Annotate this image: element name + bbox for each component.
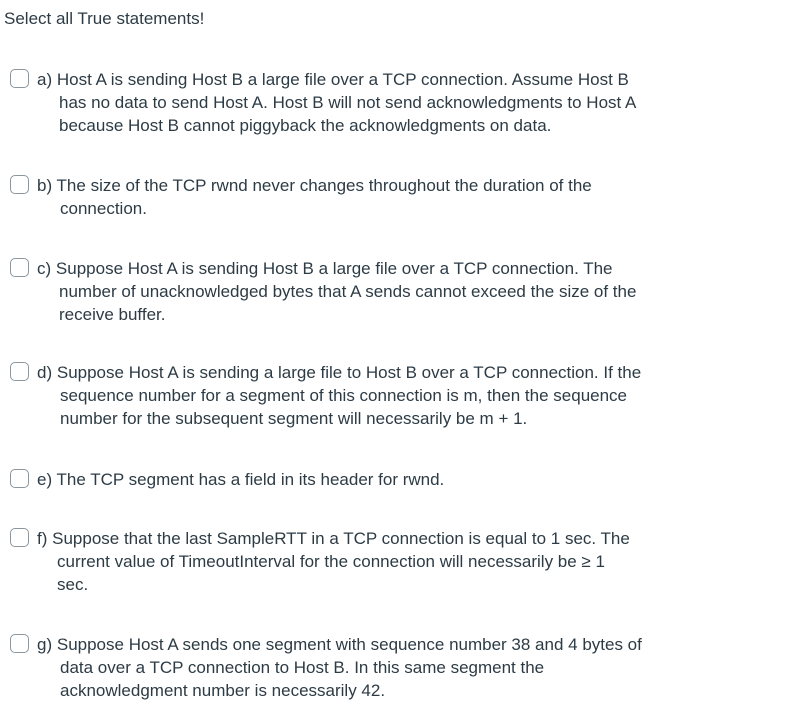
option-line: Host A is sending Host B a large file over a TCP connection. Assume Host B <box>56 70 629 89</box>
option-line: Suppose Host A is sending a large file to Host B over a TCP connection. If the <box>56 363 642 382</box>
option-line: Suppose Host A sends one segment with sequence number 38 and 4 bytes of <box>56 635 642 654</box>
option-a-text <box>37 68 727 137</box>
option-line: acknowledgment number is necessarily 42. <box>60 681 386 700</box>
option-b-text <box>37 174 727 220</box>
option-letter: g) <box>37 635 53 654</box>
option-a-checkbox[interactable] <box>10 69 29 88</box>
option-line: because Host B cannot piggyback the acknowledgments on data. <box>59 116 552 135</box>
option-g-checkbox[interactable] <box>10 634 29 653</box>
option-line: The TCP segment has a field in its header for rwnd. <box>56 470 445 489</box>
option-f-text <box>37 527 727 596</box>
option-line: number for the subsequent segment will necessarily be m + 1. <box>60 409 528 428</box>
option-line: receive buffer. <box>59 305 166 324</box>
option-line: Suppose that the last SampleRTT in a TCP connection is equal to 1 sec. The <box>52 529 630 548</box>
option-line: sequence number for a segment of this connection is m, then the sequence <box>60 386 628 405</box>
option-c-checkbox[interactable] <box>10 258 29 277</box>
option-letter: e) <box>37 470 53 489</box>
option-b-checkbox[interactable] <box>10 175 29 194</box>
option-letter: f) <box>37 529 48 548</box>
option-d-checkbox[interactable] <box>10 362 29 381</box>
option-line: connection. <box>60 199 147 218</box>
option-line: number of unacknowledged bytes that A sends cannot exceed the size of the <box>59 282 637 301</box>
option-letter: d) <box>37 363 53 382</box>
option-letter: c) <box>37 259 52 278</box>
option-g-text <box>37 633 727 702</box>
option-letter: b) <box>37 176 53 195</box>
option-e-text <box>37 468 727 491</box>
option-line: current value of TimeoutInterval for the connection will necessarily be ≥ 1 <box>57 552 605 571</box>
option-line: Suppose Host A is sending Host B a large file over a TCP connection. The <box>55 259 613 278</box>
option-line: sec. <box>57 575 89 594</box>
option-line: The size of the TCP rwnd never changes throughout the duration of the <box>56 176 592 195</box>
option-line: data over a TCP connection to Host B. In this same segment the <box>60 658 545 677</box>
option-d-text <box>37 361 727 430</box>
option-f-checkbox[interactable] <box>10 528 29 547</box>
question-prompt: Select all True statements! <box>4 9 205 28</box>
option-line: has no data to send Host A. Host B will not send acknowledgments to Host A <box>59 93 637 112</box>
option-letter: a) <box>37 70 53 89</box>
option-c-text <box>37 257 727 326</box>
option-e-checkbox[interactable] <box>10 469 29 488</box>
